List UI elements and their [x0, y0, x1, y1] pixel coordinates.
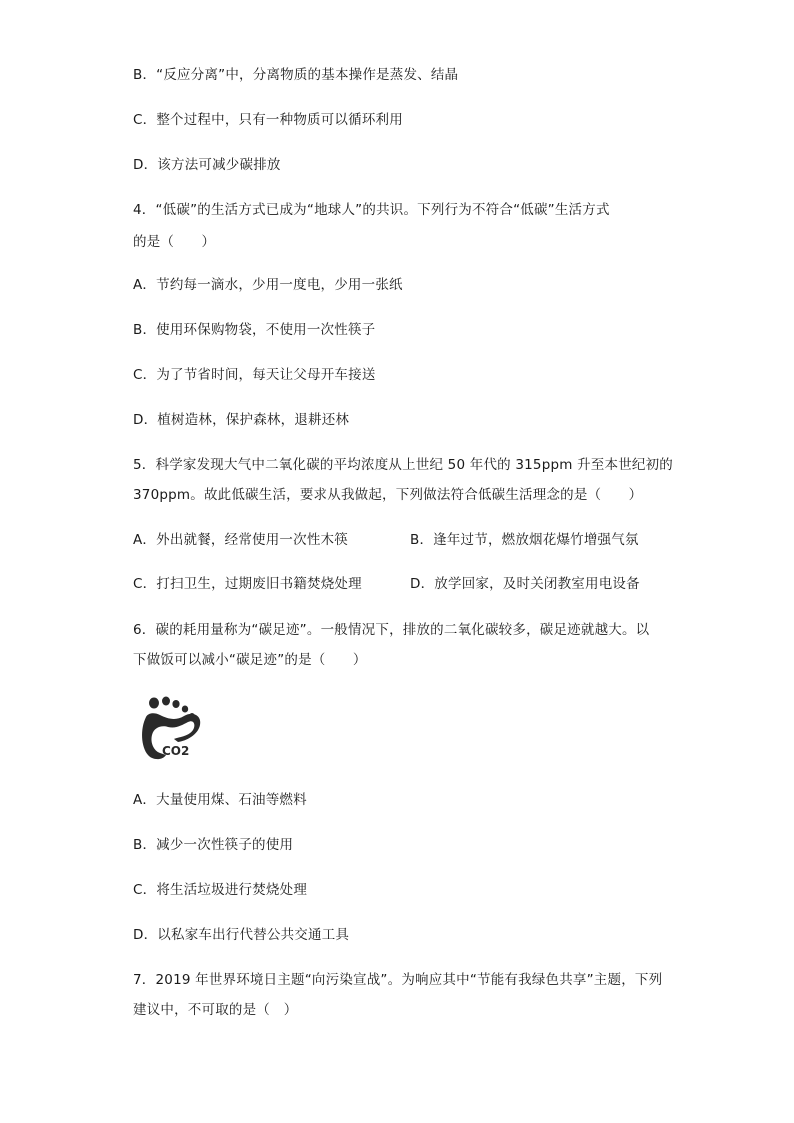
- q5-options-row2: [133, 574, 694, 594]
- q4-option-c: C．为了节省时间，每天让父母开车接送: [133, 367, 376, 383]
- line-q3-option-d: D．该方法可减少碳排放: [133, 157, 281, 173]
- q4-option-a: A．节约每一滴水，少用一度电，少用一张纸: [133, 277, 403, 293]
- q6-option-c: C．将生活垃圾进行焚烧处理: [133, 882, 308, 898]
- q6-option-a: A．大量使用煤、石油等燃料: [133, 792, 307, 808]
- footprint-co2-figure: [138, 695, 208, 763]
- q4-stem-line1: 4．“低碳”的生活方式已成为“地球人”的共识。下列行为不符合“低碳”生活方式: [133, 202, 610, 218]
- q5-stem-line1: 5．科学家发现大气中二氧化碳的平均浓度从上世纪 50 年代的 315ppm 升至本世纪初的: [133, 457, 673, 473]
- q6-option-d: D．以私家车出行代替公共交通工具: [133, 927, 350, 943]
- q4-option-d: D．植树造林，保护森林，退耕还林: [133, 412, 350, 428]
- q5-options-row1: [133, 530, 694, 550]
- q4-option-b: B．使用环保购物袋，不使用一次性筷子: [133, 322, 376, 338]
- line-q3-option-b: B．“反应分离”中，分离物质的基本操作是蒸发、结晶: [133, 67, 459, 83]
- q5-option-b: B．逢年过节，燃放烟花爆竹增强气氛: [410, 532, 639, 548]
- footprint-icon: [138, 695, 208, 763]
- q7-stem-line1: 7．2019 年世界环境日主题“向污染宣战”。为响应其中“节能有我绿色共享”主题，下列: [133, 972, 663, 988]
- q6-option-b: B．减少一次性筷子的使用: [133, 837, 294, 853]
- q5-stem-line2: 370ppm。故此低碳生活，要求从我做起，下列做法符合低碳生活理念的是（ ）: [133, 487, 643, 503]
- q5-option-a: A．外出就餐，经常使用一次性木筷: [133, 532, 348, 548]
- footprint-co2-label: CO2: [162, 744, 190, 758]
- q6-stem-line1: 6．碳的耗用量称为“碳足迹”。一般情况下，排放的二氧化碳较多，碳足迹就越大。以: [133, 622, 650, 638]
- q4-stem-line2: 的是（ ）: [133, 234, 216, 250]
- line-q3-option-c: C．整个过程中，只有一种物质可以循环利用: [133, 112, 403, 128]
- q5-option-c: C．打扫卫生，过期废旧书籍焚烧处理: [133, 576, 362, 592]
- q6-stem-line2: 下做饭可以减小“碳足迹”的是（ ）: [133, 652, 367, 668]
- q5-option-d: D．放学回家，及时关闭教室用电设备: [410, 576, 640, 592]
- q7-stem-line2: 建议中，不可取的是（ ）: [133, 1002, 298, 1018]
